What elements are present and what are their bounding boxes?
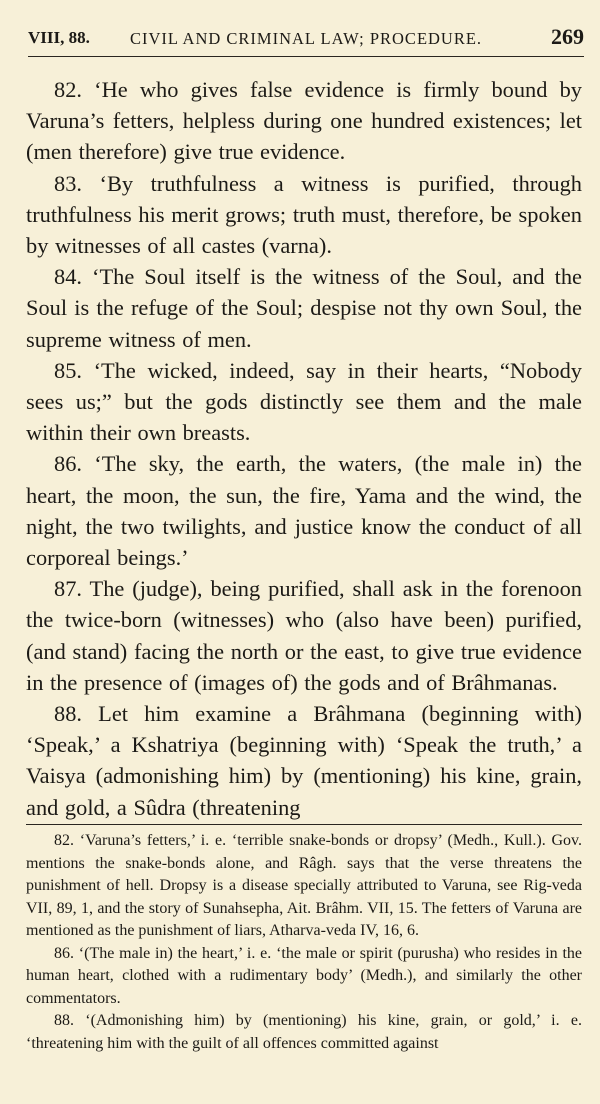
footnote-86: 86. ‘(The male in) the heart,’ i. e. ‘the male or spirit (purusha) who resides in the human heart, clothed with a rudimentary body’ (Medh.), and similarly the other commentators.: [26, 944, 582, 1007]
verse-82: 82. ‘He who gives false evidence is firmly bound by Varuna’s fetters, helpless during one hundred existences; let (men therefore) give true evidence.: [26, 77, 582, 165]
main-text: [26, 74, 582, 823]
verse-84: 84. ‘The Soul itself is the witness of the Soul, and the Soul is the refuge of the Soul; despise not thy own Soul, the supreme witness of men.: [26, 264, 582, 352]
verse-88: 88. Let him examine a Brâhmana (beginning with) ‘Speak,’ a Kshatriya (beginning with) ‘Speak the truth,’ a Vaisya (admonishing him) by (mentioning) his kine, grain, and gold, a Sûdra (threatening: [26, 701, 582, 820]
running-title: CIVIL AND CRIMINAL LAW; PROCEDURE.: [129, 29, 483, 48]
running-header: [28, 22, 584, 57]
page-number: 269: [551, 24, 584, 49]
verse-86: 86. ‘The sky, the earth, the waters, (the male in) the heart, the moon, the sun, the fire, Yama and the wind, the night, the two twilights, and justice know the conduct of all corporeal beings.’: [26, 451, 582, 571]
footnote-82: 82. ‘Varuna’s fetters,’ i. e. ‘terrible snake-bonds or dropsy’ (Medh., Kull.). Gov. mentions the snake-bonds alone, and Râgh. says that the verse threatens the punishment of hell. Dropsy is a disease specially attributed to Varuna, see Rig-veda VII, 89, 1, and the story of Sunahsepha, Ait. Brâhm. VII, 15. The fetters of Varuna are mentioned as the punishment of liars, Atharva-veda IV, 16, 6.: [26, 832, 582, 939]
chapter-verse-ref: VIII, 88.: [28, 28, 90, 47]
footnotes: [26, 830, 582, 1055]
verse-87: 87. The (judge), being purified, shall ask in the forenoon the twice-born (witnesses) who (also have been) purified, (and stand) facing the north or the east, to give true evidence in the presence of (images of) the gods and of Brâhmanas.: [26, 576, 582, 695]
footnote-88: 88. ‘(Admonishing him) by (mentioning) his kine, grain, or gold,’ i. e. ‘threatening him with the guilt of all offences committed against: [26, 1012, 582, 1052]
footnote-rule: [26, 824, 582, 825]
verse-83: 83. ‘By truthfulness a witness is purified, through truthfulness his merit grows; truth must, therefore, be spoken by witnesses of all castes (varna).: [26, 170, 582, 259]
verse-85: 85. ‘The wicked, indeed, say in their hearts, “Nobody sees us;” but the gods distinctly see them and the male within their own breasts.: [26, 357, 582, 446]
